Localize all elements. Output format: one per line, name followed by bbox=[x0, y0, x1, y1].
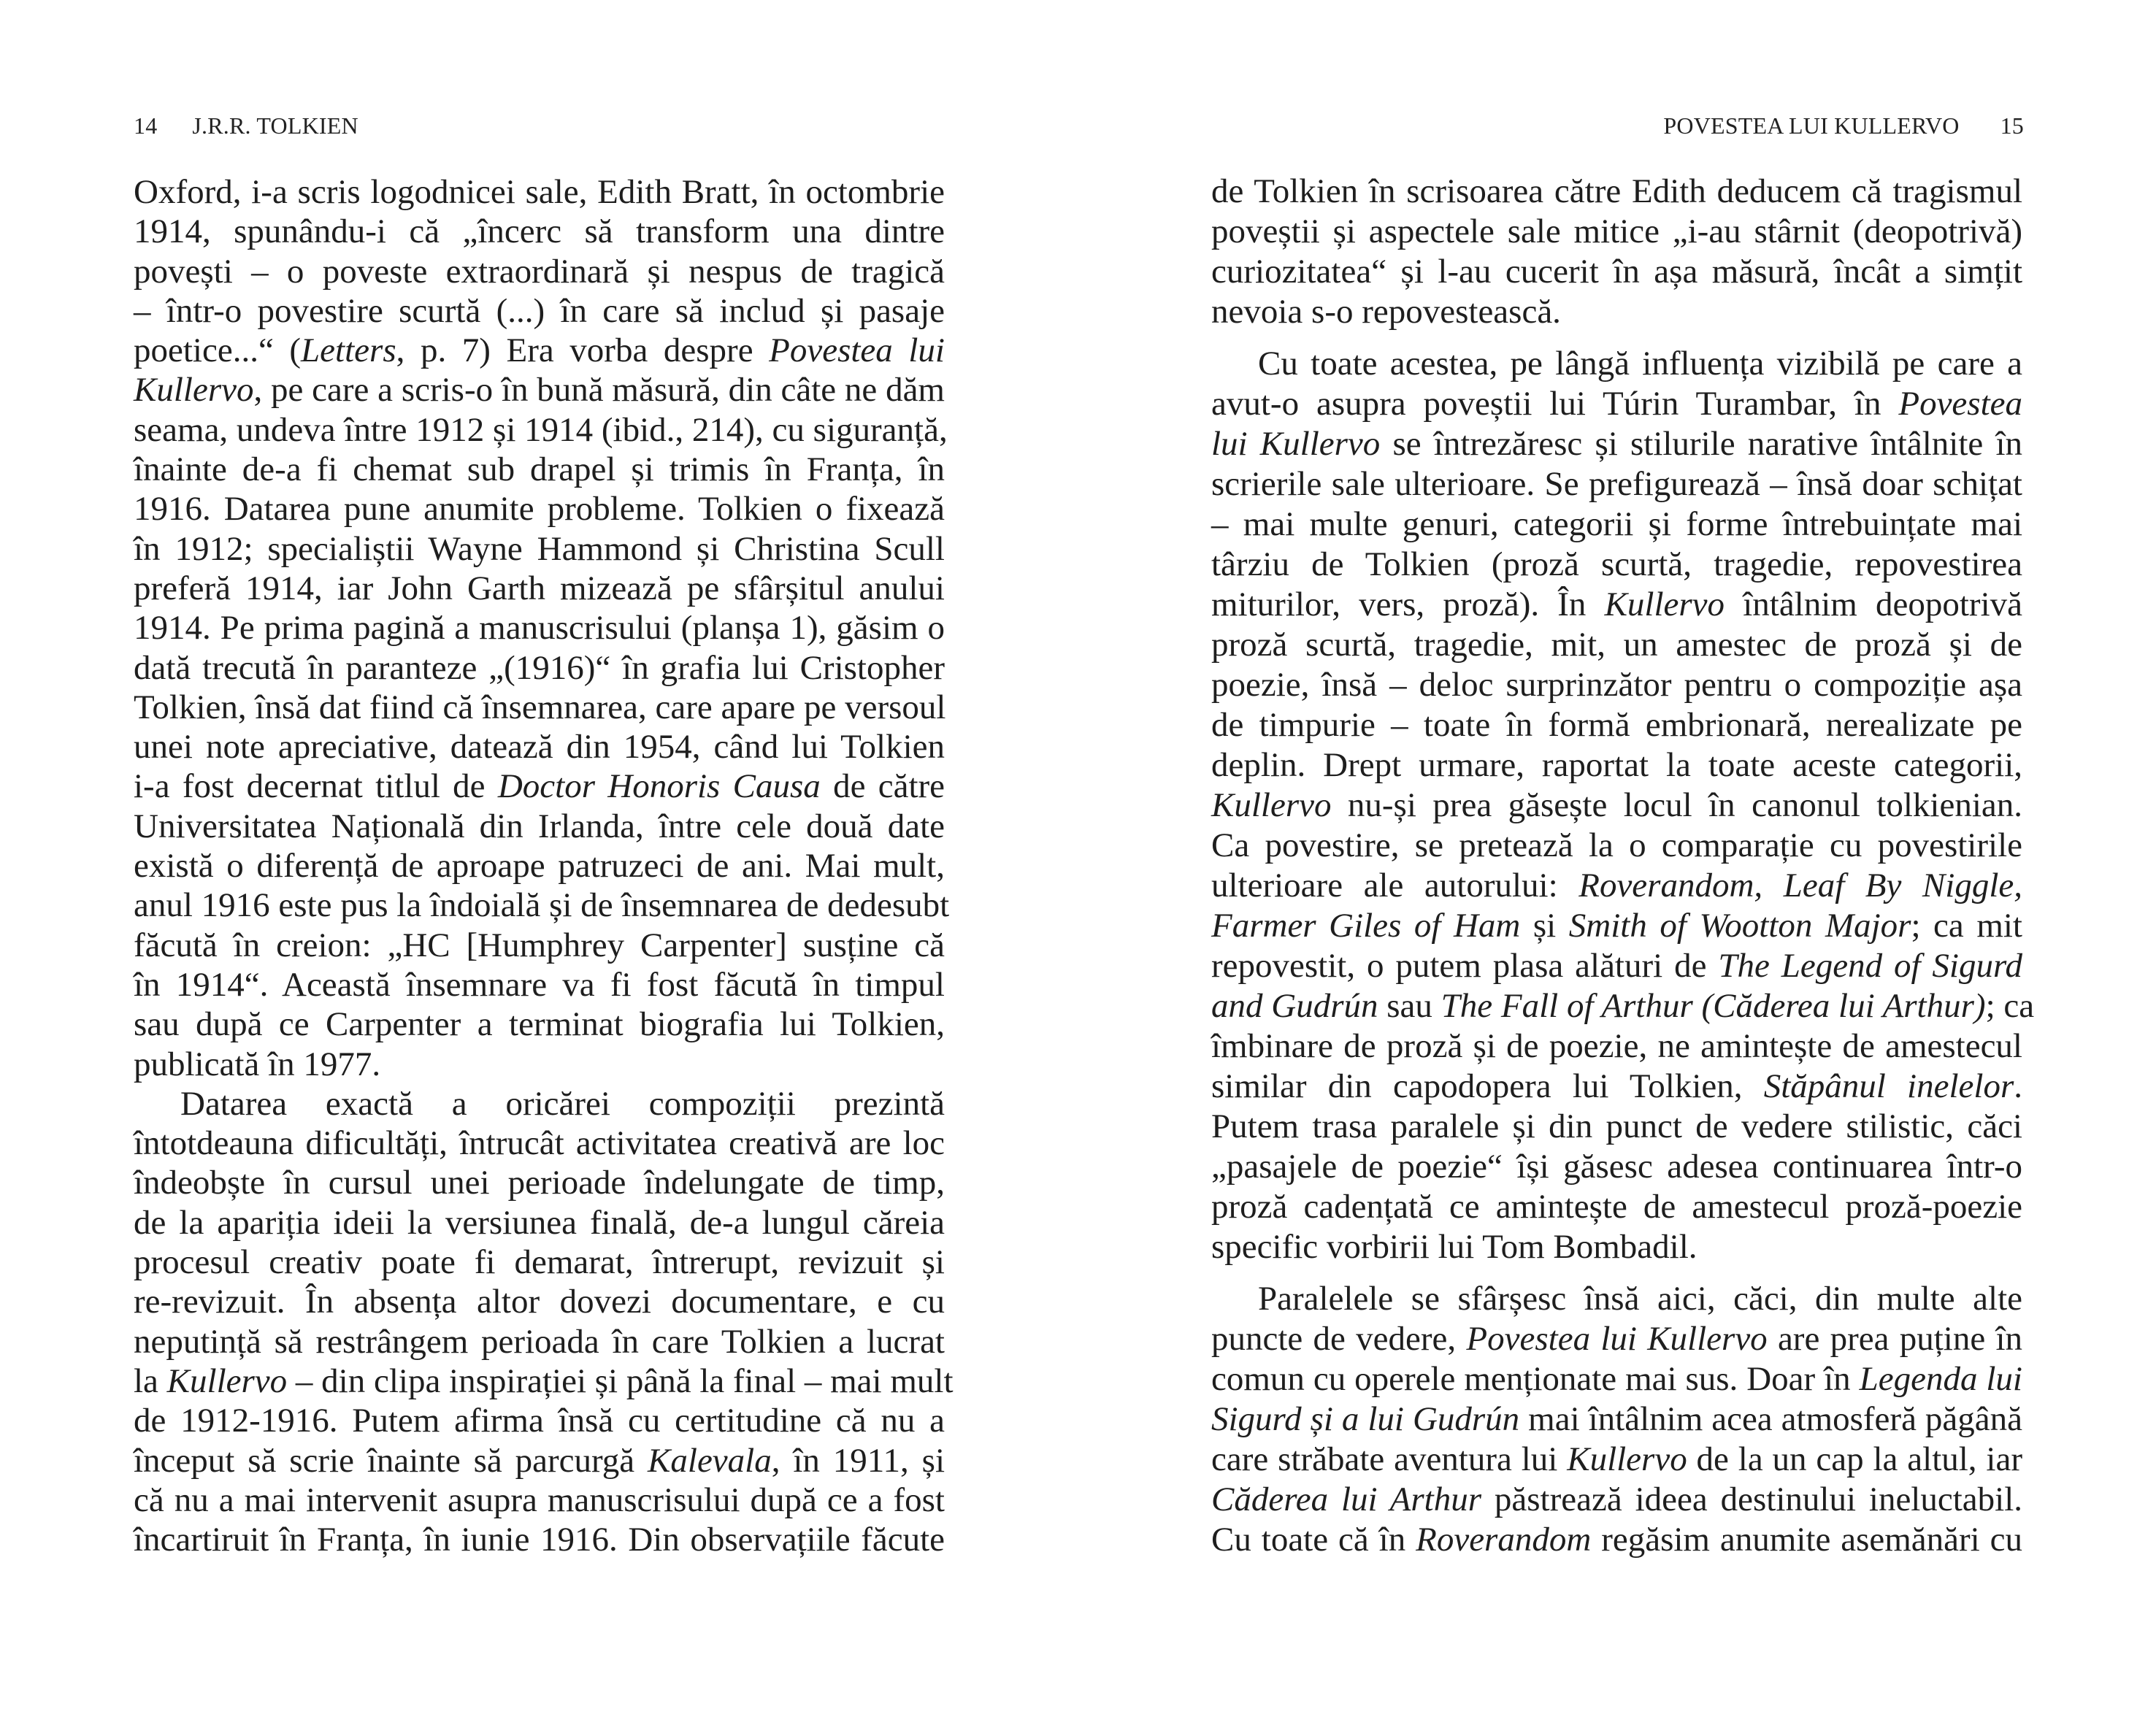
text-line: and Gudrún sau The Fall of Arthur (Căderea lui Arthur); ca bbox=[1211, 987, 2035, 1025]
left-running-head bbox=[134, 110, 358, 142]
text-line: de Tolkien în scrisoarea către Edith deducem că tragismul bbox=[1211, 172, 2022, 210]
text-line: „pasajele de poezie“ își găsesc adesea continuarea într-o bbox=[1211, 1148, 2022, 1186]
paragraph-gap bbox=[1211, 332, 2022, 344]
paragraph-gap bbox=[1211, 1267, 2022, 1279]
text-line: povești – o poveste extraordinară și nespus de tragică bbox=[134, 252, 945, 291]
text-line: înainte de-a fi chemat sub drapel și trimis în Franța, în bbox=[134, 450, 945, 489]
text-line: că nu a mai intervenit asupra manuscrisului după ce a fost bbox=[134, 1480, 945, 1519]
text-line: Kullervo nu-și prea găsește locul în canonul tolkienian. bbox=[1211, 786, 2022, 824]
text-line: repovestit, o putem plasa alături de The Legend of Sigurd bbox=[1211, 947, 2022, 985]
text-line: în 1912; specialiștii Wayne Hammond și Christina Scull bbox=[134, 529, 945, 568]
right-body-text bbox=[1211, 172, 2035, 1560]
right-page bbox=[1078, 0, 2156, 1725]
text-line: sau după ce Carpenter a terminat biografia lui Tolkien, bbox=[134, 1005, 945, 1044]
text-line: avut-o asupra poveștii lui Túrin Turambar, în Povestea bbox=[1211, 385, 2022, 423]
text-line: târziu de Tolkien (proză scurtă, tragedie, repovestirea bbox=[1211, 545, 2022, 583]
text-line: – într-o povestire scurtă (...) în care să includ și pasaje bbox=[134, 291, 945, 330]
author-header: J.R.R. TOLKIEN bbox=[192, 112, 358, 139]
text-line: curiozitatea“ și l-au cucerit în așa măsură, încât a simțit bbox=[1211, 253, 2022, 291]
text-line: poetice...“ (Letters, p. 7) Era vorba despre Povestea lui bbox=[134, 331, 945, 370]
text-line: Kullervo, pe care a scris-o în bună măsură, din câte ne dăm bbox=[134, 371, 945, 410]
text-line: similar din capodopera lui Tolkien, Stăpânul inelelor. bbox=[1211, 1067, 2022, 1105]
text-line: 1916. Datarea pune anumite probleme. Tolkien o fixează bbox=[134, 490, 945, 529]
text-line: dată trecută în paranteze „(1916)“ în grafia lui Cristopher bbox=[134, 648, 945, 687]
text-line: încartiruit în Franța, în iunie 1916. Din observațiile făcute bbox=[134, 1521, 945, 1559]
text-line: miturilor, vers, proză). În Kullervo întâlnim deopotrivă bbox=[1211, 585, 2022, 623]
page-number-left: 14 bbox=[134, 112, 158, 139]
text-line: – mai multe genuri, categorii și forme întrebuințate mai bbox=[1211, 505, 2022, 543]
text-line: Cu toate acestea, pe lângă influența vizibilă pe care a bbox=[1258, 345, 2022, 383]
text-line: de la apariția ideii la versiunea finală, de-a lungul căreia bbox=[134, 1203, 945, 1242]
text-line: de timpurie – toate în formă embrionară, nerealizate pe bbox=[1211, 706, 2022, 744]
text-line: publicată în 1977. bbox=[134, 1045, 381, 1083]
text-line: lui Kullervo se întrezăresc și stilurile narative întâlnite în bbox=[1211, 425, 2022, 463]
text-line: deplin. Drept urmare, raportat la toate aceste categorii, bbox=[1211, 746, 2022, 784]
text-line: proză scurtă, tragedie, mit, un amestec de proză și de bbox=[1211, 626, 2022, 664]
text-line: proză cadențată ce amintește de amestecul proză-poezie bbox=[1211, 1188, 2022, 1226]
text-line: Căderea lui Arthur păstrează ideea destinului ineluctabil. bbox=[1211, 1480, 2023, 1518]
text-line: început să scrie înainte să parcurgă Kalevala, în 1911, și bbox=[134, 1441, 945, 1480]
text-line: poezie, însă – deloc surprinzător pentru o compoziție așa bbox=[1211, 666, 2022, 704]
text-line: puncte de vedere, Povestea lui Kullervo are prea puține în bbox=[1211, 1320, 2023, 1358]
text-line: anul 1916 este pus la îndoială și de însemnarea de dedesubt bbox=[134, 886, 950, 925]
text-line: ulterioare ale autorului: Roverandom, Leaf By Niggle, bbox=[1211, 867, 2022, 904]
text-line: Putem trasa paralele și din punct de vedere stilistic, căci bbox=[1211, 1107, 2022, 1145]
text-line: comun cu operele menționate mai sus. Doar în Legenda lui bbox=[1211, 1360, 2022, 1398]
text-line: îmbinare de proză și de poezie, ne amintește de amestecul bbox=[1211, 1027, 2022, 1065]
text-line: Ca povestire, se pretează la o comparație cu povestirile bbox=[1211, 826, 2022, 864]
text-line: Cu toate că în Roverandom regăsim anumite asemănări cu bbox=[1211, 1521, 2022, 1559]
text-line: procesul creativ poate fi demarat, întrerupt, revizuit și bbox=[134, 1243, 945, 1282]
text-line: nevoia s-o repovestească. bbox=[1211, 293, 1561, 331]
text-line: există o diferență de aproape patruzeci de ani. Mai mult, bbox=[134, 847, 945, 885]
text-line: Datarea exactă a oricărei compoziții prezintă bbox=[180, 1084, 945, 1123]
text-line: Paralelele se sfârșesc însă aici, căci, din multe alte bbox=[1258, 1280, 2022, 1318]
text-line: Farmer Giles of Ham și Smith of Wootton Major; ca mit bbox=[1211, 907, 2022, 945]
text-line: întotdeauna dificultăți, întrucât activitatea creativă are loc bbox=[134, 1124, 945, 1163]
text-line: îndeobște în cursul unei perioade îndelungate de timp, bbox=[134, 1164, 945, 1202]
text-line: specific vorbirii lui Tom Bombadil. bbox=[1211, 1228, 1697, 1266]
text-line: care străbate aventura lui Kullervo de la un cap la altul, iar bbox=[1211, 1440, 2022, 1478]
text-line: în 1914“. Această însemnare va fi fost făcută în timpul bbox=[134, 965, 945, 1004]
page-number-right: 15 bbox=[2000, 112, 2024, 139]
text-line: scrierile sale ulterioare. Se prefigurează – însă doar schițat bbox=[1211, 465, 2022, 503]
title-header: POVESTEA LUI KULLERVO bbox=[1663, 112, 1960, 139]
text-line: făcută în creion: „HC [Humphrey Carpenter] susține că bbox=[134, 926, 945, 964]
text-line: neputință să restrângem perioada în care Tolkien a lucrat bbox=[134, 1322, 945, 1361]
text-line: re-revizuit. În absența altor dovezi documentare, e cu bbox=[134, 1283, 945, 1321]
text-line: unei note apreciative, datează din 1954, când lui Tolkien bbox=[134, 728, 945, 767]
text-line: Sigurd și a lui Gudrún mai întâlnim acea atmosferă păgână bbox=[1211, 1400, 2022, 1438]
right-running-head bbox=[1663, 110, 2024, 142]
text-line: Tolkien, însă dat fiind că însemnarea, care apare pe versoul bbox=[134, 688, 946, 726]
text-line: poveștii și aspectele sale mitice „i-au stârnit (deopotrivă) bbox=[1211, 212, 2022, 250]
text-line: 1914. Pe prima pagină a manuscrisului (planșa 1), găsim o bbox=[134, 609, 945, 648]
text-line: 1914, spunându-i că „încerc să transform una dintre bbox=[134, 212, 945, 251]
text-line: la Kullervo – din clipa inspirației și până la final – mai mult bbox=[134, 1361, 954, 1400]
text-line: Oxford, i-a scris logodnicei sale, Edith Bratt, în octombrie bbox=[134, 173, 945, 211]
text-line: i-a fost decernat titlul de Doctor Honoris Causa de către bbox=[134, 767, 945, 806]
text-line: Universitatea Națională din Irlanda, între cele două date bbox=[134, 807, 945, 845]
text-line: de 1912-1916. Putem afirma însă cu certitudine că nu a bbox=[134, 1402, 945, 1440]
text-line: seama, undeva între 1912 și 1914 (ibid., 214), cu siguranță, bbox=[134, 410, 948, 449]
text-line: preferă 1914, iar John Garth mizează pe sfârșitul anului bbox=[134, 569, 945, 607]
left-body-text bbox=[134, 172, 954, 1559]
